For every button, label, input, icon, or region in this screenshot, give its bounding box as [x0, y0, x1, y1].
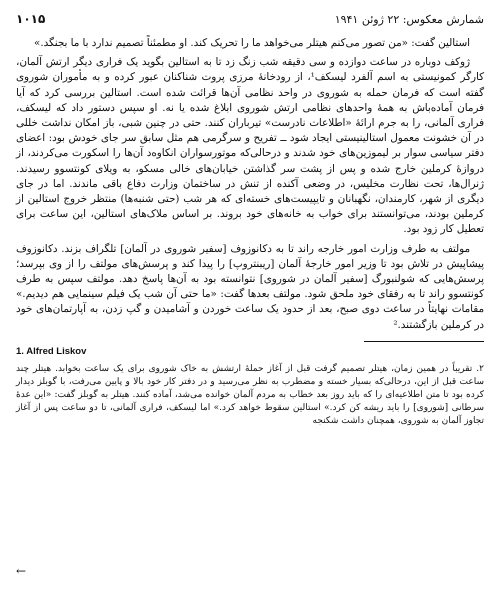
running-header [16, 8, 484, 30]
running-title: شمارش معکوس: ۲۲ ژوئن ۱۹۴۱ [334, 12, 484, 26]
paragraph: ژوکف دوباره در ساعت دوازده و سی دقیقه شب زنگ زد تا به استالین بگوید یک فراری دیگر ارتش آلمان، کارگر کمونیستی به اسم آلفرد لیسکف¹، از رودخانهٔ مرزی پروت شناکنان عبور کرده و به مأموران شوروی گفته است که فرمان حمله به شوروی در واحد نظامی آن‌ها قرائت شده است. استالین بررسی کرد که آیا فرمان آماده‌باش به همهٔ واحدهای نظامی ارتش شوروی ابلاغ شده یا نه. او سپس دستور داد که لیسکف، فراری آلمانی، را به جرم ارائهٔ «اطلاعات نادرست» تیرباران کنند. حتی در چنین شبی، باز امکان نداشت خللی در آن خشونت معمول استالینیستی ایجاد شود ــ تفریح و سرگرمی هم مثل سابق سر جای خودش بود: اعضای دفتر سیاسی سوار بر لیموزین‌های خود شدند و درحالی‌که موتورسواران انکاوه‌د آن‌ها را اسکورت می‌کردند، از دروازهٔ کرملین خارج شده و پس از پشت سر گذاشتن خیابان‌های خالی مسکو، به ویلای کونتسوو رسیدند. ژنرال‌ها، تحت نظارت مخلیس، در وضعی آکنده از تنش در ساختمان وزارت دفاع باقی ماندند. اما در جای دیگری از شهر، کارمندان، نگهبانان و تایپیست‌های خسته‌ای که هر شب (حتی شنبه‌ها) منتظر خروج استالین از کرملین بودند، می‌توانستند برای خواب به خانه‌های خود بروند. بر اساس ملاک‌های استالین، این ساعت برای تعطیل کار زود بود. [16, 56, 485, 236]
page-number: ۱۰۱۵ [16, 12, 46, 26]
footnote-divider [364, 341, 484, 342]
paragraph: استالین گفت: «من تصور می‌کنم هیتلر می‌خواهد ما را تحریک کند. او مطمئناً تصمیم ندارد با ما بجنگد.» [34, 37, 470, 49]
body-text [16, 36, 484, 333]
footnote-2: ۲. تقریباً در همین زمان، هیتلر تصمیم گرفت قبل از آغاز حملهٔ ارتشش به خاک شوروی برای یک ساعت بخوابد. هیتلر چند ساعت قبل از این، درحالی‌که بسیار خسته و مضطرب به نظر می‌رسید و در دفتر کار خود بالا و پایین می‌رفت، با گوبلز دیدار کرده بود تا متن اطلاعیه‌ای را که باید روز بعد خطاب به مردم آلمان خوانده می‌شد، آماده کنند. هیتلر به گوبلز گفت: «این عدهٔ سرطانی [شوروی] را باید ریشه کن کرد.» استالین سقوط خواهد کرد.» اما لیسکف، فراری آلمانی، تا دو ساعت پس از آغاز تجاوز آلمان به شوروی، همچنان داشت شکنجه [16, 363, 484, 426]
paragraph: مولتف به طرف وزارت امور خارجه راند تا به دکانوزوف [سفیر شوروی در آلمان] تلگراف بزند. دکانوزوف پیشاپیش در تلاش بود تا وزیر امور خارجهٔ آلمان [ریبنتروپ] را پیدا کند و پرسش‌های مولتف را از وی بپرسد؛ پرسش‌هایی که شولنبورگ [سفیر آلمان در شوروی] نتوانسته بود به آن‌ها پاسخ دهد. مولتف سپس به طرف کونتسوو راند تا به رفقای خود ملحق شود. مولتف بعدها گفت: «ما حتی آن شب یک فیلم سینمایی هم دیدیم.» مقامات نهایتاً در ساعت دوی صبح، بعد از حدود یک ساعت خوردن و آشامیدن و گپ زدن، به آپارتمان‌های خود در کرملین بازگشتند.² [16, 242, 484, 331]
footnote-1: 1. Alfred Liskov [16, 345, 87, 357]
continue-arrow-icon: ← [16, 564, 27, 578]
